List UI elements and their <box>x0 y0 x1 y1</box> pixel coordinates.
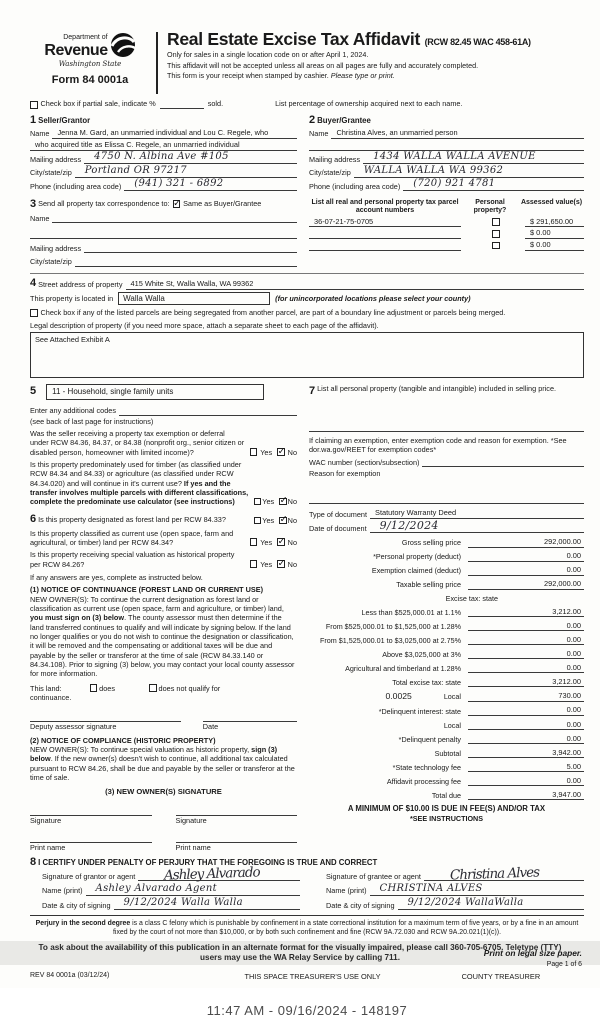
section-4-number: 4 <box>30 276 37 289</box>
ownership-note: List percentage of ownership acquired next to each name. <box>275 99 463 109</box>
local-rate-row <box>309 691 463 702</box>
form-header <box>30 30 584 94</box>
grantor-date-input[interactable]: 9/12/2024 Walla Walla <box>114 901 300 911</box>
grantee-name-input[interactable]: CHRISTINA ALVES <box>370 886 584 896</box>
q-no-checkbox[interactable] <box>277 560 285 568</box>
q-no-checkbox[interactable] <box>279 517 287 525</box>
seller-phone-input[interactable]: (941) 321 - 6892 <box>124 182 297 192</box>
does-checkbox[interactable] <box>90 684 98 692</box>
buyer-csz-input[interactable]: WALLA WALLA WA 99362 <box>354 168 584 178</box>
buyer-name-label: Name <box>309 129 329 139</box>
q-yes-checkbox[interactable] <box>254 517 262 525</box>
section-5-number: 5 <box>30 384 37 397</box>
county-treasurer-label: COUNTY TREASURER <box>461 971 541 981</box>
personal-property-input[interactable] <box>309 422 584 432</box>
new-owner-signature-line-2[interactable] <box>176 806 298 816</box>
amount-value[interactable]: 3,942.00 <box>468 748 584 758</box>
wac-number-label: WAC number (section/subsection) <box>309 457 420 467</box>
corr-mailing-input[interactable] <box>84 244 297 254</box>
amount-value[interactable]: 0.00 <box>468 565 584 575</box>
partial-sale-row <box>30 99 584 109</box>
q-no-checkbox[interactable] <box>277 538 285 546</box>
amount-label: Exemption claimed (deduct) <box>371 566 461 576</box>
historical-property-question: Is this property receiving special valuation as historical property per RCW 84.26? <box>30 550 235 569</box>
rev-form-number: REV 84 0001a (03/12/24) <box>30 971 110 979</box>
seller-name-input[interactable]: Jenna M. Gard, an unmarried individual and Lou C. Regele, who <box>52 129 297 139</box>
seller-name-input-2[interactable]: who acquired title as Elissa C. Regele, an unmarried individual <box>30 141 297 151</box>
amount-label: Total due <box>431 791 461 801</box>
does-not-checkbox[interactable] <box>149 684 157 692</box>
timber-agriculture-question: Is this property predominately used for timber (as classified under RCW 84.34 and 84.33) or agriculture (as classified under RCW 84.34.020) and will continue in it's current use? If yes and the transfer involves multiple parcels with different classifications, complete the predominate use calculator (see instructions) <box>30 459 249 507</box>
dor-swoosh-icon <box>110 32 136 60</box>
grantee-signature-line[interactable]: Christina Alves <box>424 872 584 882</box>
parcel-row <box>309 241 584 250</box>
reason-exemption-label: Reason for exemption <box>309 469 381 479</box>
grantor-sig-label: Signature of grantor or agent <box>42 871 136 881</box>
see-instructions-note: *SEE INSTRUCTIONS <box>409 813 484 823</box>
personal-property-checkbox-1[interactable] <box>492 218 500 226</box>
revenue-label: Revenue <box>44 42 108 60</box>
amount-value[interactable]: 292,000.00 <box>468 537 584 547</box>
signature-label: Signature <box>175 815 207 825</box>
treasurer-use-label: THIS SPACE TREASURER'S USE ONLY <box>244 971 381 981</box>
buyer-phone-label: Phone (including area code) <box>309 181 401 191</box>
located-in-label: This property is located in <box>30 294 114 304</box>
segregated-checkbox[interactable] <box>30 309 38 317</box>
amount-value[interactable]: 0.00 <box>468 734 584 744</box>
print-name-label: Print name <box>30 843 66 853</box>
new-owner-print-line-2[interactable] <box>176 833 298 843</box>
new-owner-signature-title: (3) NEW OWNER(S) SIGNATURE <box>105 787 222 797</box>
county-select[interactable]: Walla Walla <box>118 292 270 305</box>
additional-codes-input[interactable] <box>119 406 297 416</box>
street-address-input[interactable]: 415 White St, Walla Walla, WA 99362 <box>126 280 585 290</box>
segregated-label: Check box if any of the listed parcels are being segregated from another parcel, are part of a boundary line adjustment or parcels being merged. <box>40 308 506 318</box>
parcel-table <box>309 197 584 267</box>
rcw-reference: (RCW 82.45 WAC 458-61A) <box>424 37 531 47</box>
unincorporated-note: (for unincorporated locations please select your county) <box>275 294 471 304</box>
notice-continuance-title: (1) NOTICE OF CONTINUANCE (FOREST LAND OR CURRENT USE) <box>30 585 264 595</box>
parcel-number-input-1[interactable]: 36-07-21-75-0705 <box>309 218 461 227</box>
corr-mailing-label: Mailing address <box>30 243 82 253</box>
amount-label: Subtotal <box>434 748 461 758</box>
grantor-name-input[interactable]: Ashley Alvarado Agent <box>86 886 300 896</box>
washington-state-label: Washington State <box>58 60 122 69</box>
q-yes-checkbox[interactable] <box>254 498 262 506</box>
exemption-deferral-answer: Yes ✓ No <box>245 448 297 457</box>
partial-sale-label: Check box if partial sale, indicate % <box>40 99 156 109</box>
parcel-number-input-3[interactable] <box>309 242 461 251</box>
seller-name-label: Name <box>30 129 50 139</box>
dept-of-label: Department of <box>63 34 108 42</box>
parcel-numbers-header: List all real and personal property tax parcel account numbers <box>311 199 459 215</box>
amount-value[interactable]: 3,212.00 <box>468 607 584 617</box>
section-2-title: Buyer/Grantee <box>317 115 371 125</box>
if-yes-note: If any answers are yes, complete as instructed below. <box>30 572 203 582</box>
legal-description-label: Legal description of property (if you need more space, attach a separate sheet to each page of the affidavit). <box>30 320 379 330</box>
legal-description-box[interactable]: See Attached Exhibit A <box>30 332 584 378</box>
amount-value[interactable]: 3,947.00 <box>468 790 584 800</box>
section-2-buyer <box>309 113 584 192</box>
amount-label: Above $3,025,000 at 3% <box>382 649 461 659</box>
current-use-question: Is this property classified as current use (open space, farm and agricultural, or timber) land per RCW 84.34? <box>30 528 234 547</box>
sold-label: sold. <box>207 99 224 109</box>
amount-value[interactable]: 0.00 <box>468 776 584 786</box>
grantor-signature-line[interactable]: Ashley Alvarado <box>138 872 300 882</box>
assessed-value-header: Assessed value(s) <box>520 199 583 207</box>
continuance-label: continuance. <box>30 692 72 702</box>
reason-exemption-input[interactable] <box>309 494 584 504</box>
assessed-value-input-3[interactable]: $ 0.00 <box>525 242 584 251</box>
amount-label: Total excise tax: state <box>392 678 461 688</box>
header-note-1: Only for sales in a single location code on or after April 1, 2024. <box>167 49 369 59</box>
dor-logo <box>30 30 150 94</box>
amount-value[interactable]: 0.00 <box>468 649 584 659</box>
section-3-number: 3 <box>30 198 37 211</box>
corr-name-input[interactable] <box>52 214 297 224</box>
partial-sale-checkbox[interactable] <box>30 101 38 109</box>
corr-csz-label: City/state/zip <box>30 257 72 267</box>
q-no-checkbox[interactable] <box>277 448 285 456</box>
q-yes-checkbox[interactable] <box>250 538 258 546</box>
doc-type-label: Type of document <box>309 509 368 519</box>
amount-label: *Personal property (deduct) <box>373 552 461 562</box>
section-7-number: 7 <box>309 384 316 397</box>
amount-label: Affidavit processing fee <box>386 777 461 787</box>
buyer-mailing-input[interactable]: 1434 WALLA WALLA AVENUE <box>363 155 584 165</box>
amount-value[interactable]: 0.00 <box>468 551 584 561</box>
alt-format-note: To ask about the availability of this publication in an alternate format for the visually impaired, please call 360-705-6705. Teletype (TTY) users may use the WA Relay Service by calling 711. <box>0 941 600 965</box>
personal-property-checkbox-3[interactable] <box>492 242 500 250</box>
seller-csz-label: City/state/zip <box>30 168 72 178</box>
deputy-date-label: Date <box>202 722 219 732</box>
print-legal-note: Print on legal size paper. <box>483 948 582 959</box>
signature-label: Signature <box>30 815 62 825</box>
amount-label: *Delinquent interest: state <box>378 706 461 716</box>
parcel-row <box>309 218 584 227</box>
new-owner-print-line-1[interactable] <box>30 833 152 843</box>
doc-date-label: Date of document <box>309 524 367 534</box>
amount-value[interactable]: 0.00 <box>468 635 584 645</box>
footer-divider <box>30 915 584 916</box>
minimum-due-note: A MINIMUM OF $10.00 IS DUE IN FEE(S) AND/OR TAX <box>347 803 546 813</box>
corr-name-label: Name <box>30 213 50 223</box>
deputy-assessor-signature-line[interactable] <box>30 712 181 722</box>
buyer-name-input-2[interactable] <box>309 141 584 151</box>
amount-label: Gross selling price <box>401 538 461 548</box>
new-owner-signature-line-1[interactable] <box>30 806 152 816</box>
grantee-date-input[interactable]: 9/12/2024 WallaWalla <box>398 901 584 911</box>
same-as-buyer-checkbox[interactable] <box>173 200 181 208</box>
q-no-checkbox[interactable] <box>279 498 287 506</box>
amount-label: Local <box>443 691 461 701</box>
header-note-3: This form is your receipt when stamped by cashier. Please type or print. <box>167 71 395 81</box>
amount-label: Less than $525,000.01 at 1.1% <box>361 607 461 617</box>
grantee-sig-label: Signature of grantee or agent <box>326 871 421 881</box>
amount-label: *State technology fee <box>392 762 461 772</box>
form-number: Form 84 0001a <box>51 74 129 87</box>
footer-row <box>30 972 584 981</box>
corr-csz-input[interactable] <box>75 257 297 267</box>
print-name-label: Print name <box>175 843 211 853</box>
grantee-name-label: Name (print) <box>326 886 367 896</box>
seller-csz-input[interactable]: Portland OR 97217 <box>75 168 297 178</box>
grantor-date-label: Date & city of signing <box>42 900 111 910</box>
personal-property-checkbox-2[interactable] <box>492 230 500 238</box>
section-1-title: Seller/Grantor <box>38 115 91 125</box>
amount-label: From $525,000.01 to $1,525,000 at 1.28% <box>325 621 461 631</box>
section-8-signatures <box>30 864 584 911</box>
additional-codes-label: Enter any additional codes <box>30 406 116 416</box>
seller-phone-label: Phone (including area code) <box>30 181 122 191</box>
seller-mailing-input[interactable]: 4750 N. Albina Ave #105 <box>84 155 297 165</box>
land-qualify-row: This land: does does not qualify for <box>30 683 221 693</box>
seller-mailing-label: Mailing address <box>30 154 82 164</box>
end-notes <box>484 948 582 970</box>
amount-label: From $1,525,000.01 to $3,025,000 at 2.75% <box>319 635 461 645</box>
personal-property-intro: List all personal property (tangible and intangible) included in selling price. <box>317 383 557 393</box>
exemption-note: If claiming an exemption, enter exemption code and reason for exemption. *See dor.wa.gov/REET for exemption codes* <box>309 435 567 455</box>
q-yes-checkbox[interactable] <box>250 560 258 568</box>
deputy-date-line[interactable] <box>203 712 297 722</box>
deputy-assessor-label: Deputy assessor signature <box>30 722 117 732</box>
buyer-mailing-label: Mailing address <box>309 154 361 164</box>
left-column: 5 11 - Household, single family units Enter any additional codes (see back of last page for instructions) Was the seller receiving a property tax exemption or deferral under RCW 84.36, 84.37, or 84.38 (nonprofit org., senior citizen or disabled person, homeowner with limited income)? Yes ✓ No Is this property predominately used for timber (as classified under RCW 84.34 and 84.33) or agriculture (as classified under RCW 84.34.020) and will continue in it's current use? If yes and the transfer involves multiple parcels with different classifications, complete the predominate use calculator (see instructions) Yes ✓ No 6 Is this property designated as forest land per RCW 84.33? Yes ✓ No Is this property classified as current use (open space, farm and agricultural, or timber) land per RCW 84.34? Yes ✓ No Is this property receiving special valuation as historical property per RCW 84.26? Yes ✓ No If any answers are yes, complete as instructed below. (1) NOTICE OF CONTINUANCE (FOREST LAND OR CURRENT USE) NEW OWNER(S): To continue the current designation as forest land or classification as current use (open space, farm and agriculture, or timber) land, you must sign on (3) below. The county assessor must then determine if the land transferred continues to qualify and will indicate by signing below. If the land no longer qualifies or you do not wish to continue the designation or classification, it will be removed and the compensating or additional taxes will be due and payable by the seller or transferor at the time of sale (RCW 84.33.140 or 84.34.108). Prior to signing (3) below, you may contact your local county assessor for more information. This land: does does not qualify for continuance. Deputy assessor signature Date (2) NOTICE OF COMPLIANCE (HISTORIC PROPERTY) NEW OWNER(S): To continue special valuation as historic property, sign (3) below. If the new owner(s) doesn't wish to continue, all additional tax calculated pursuant to RCW 84.26, shall be due and payable by the seller or transferor at the time of sale. (3) NEW OWNER(S) SIGNATURE Signature Signature Print name Print name <box>30 384 297 853</box>
treasurer-stamp: 11:47 AM - 09/16/2024 - 148197 <box>206 1003 408 1019</box>
amount-value[interactable]: 3,212.00 <box>468 677 584 687</box>
section-8-header: 8 I CERTIFY UNDER PENALTY OF PERJURY THAT THE FOREGOING IS TRUE AND CORRECT <box>30 855 378 868</box>
notice-compliance-text: NEW OWNER(S): To continue special valuation as historic property, sign (3) below. If the new owner(s) doesn't wish to continue, all additional tax calculated pursuant to RCW 84.26, shall be due and payable by the seller or transferor at the time of sale. <box>30 744 295 782</box>
parcel-row <box>309 230 584 239</box>
right-column <box>309 384 584 853</box>
amount-label: Agricultural and timberland at 1.28% <box>345 664 461 674</box>
section-1-number: 1 <box>30 113 37 126</box>
exemption-deferral-question: Was the seller receiving a property tax exemption or deferral under RCW 84.36, 84.37, or 84.38 (nonprofit org., senior citizen or disabled person, homeowner with limited income)? <box>30 428 245 457</box>
wac-number-input[interactable] <box>422 458 584 468</box>
forest-land-question: 6 Is this property designated as forest land per RCW 84.33? <box>30 512 226 525</box>
header-divider <box>156 32 158 94</box>
notice-continuance-text: NEW OWNER(S): To continue the current designation as forest land or classification as current use (open space, farm and agriculture, or timber) land, you must sign on (3) below. The county assessor must then determine if the land transferred continues to qualify and will indicate by signing below. If the land no longer qualifies or you do not wish to continue the designation or classification, it will be removed and the compensating or additional taxes will be due and payable by the seller or transferor at the time of sale (RCW 84.33.140 or 84.34.108). Prior to signing (3) below, you may contact your local county assessor for more information. <box>30 594 295 679</box>
buyer-csz-label: City/state/zip <box>309 168 351 178</box>
street-address-label: Street address of property <box>38 280 123 290</box>
corr-name-input-2[interactable] <box>30 229 297 239</box>
this-land-label: This land: <box>30 683 62 693</box>
same-as-buyer-label: Same as Buyer/Grantee <box>183 199 262 209</box>
personal-property-header: Personal property? <box>473 199 507 215</box>
amount-value[interactable]: 0.00 <box>468 621 584 631</box>
page-number: Page 1 of 6 <box>546 961 582 969</box>
land-use-code-select[interactable]: 11 - Household, single family units <box>46 384 264 400</box>
notice-compliance-title: (2) NOTICE OF COMPLIANCE (HISTORIC PROPERTY) <box>30 735 216 745</box>
section-2-number: 2 <box>309 113 316 126</box>
section-1-seller <box>30 113 297 192</box>
assessed-value-input-1[interactable]: $ 291,650.00 <box>525 218 584 227</box>
buyer-phone-input[interactable]: (720) 921 4781 <box>403 182 584 192</box>
amount-value[interactable]: 0.00 <box>468 663 584 673</box>
local-rate: 0.0025 <box>385 690 412 701</box>
section-divider <box>30 273 584 274</box>
q-yes-checkbox[interactable] <box>250 448 258 456</box>
grantee-date-label: Date & city of signing <box>326 900 395 910</box>
doc-type-input[interactable]: Statutory Warranty Deed <box>370 509 584 519</box>
section-3-correspondence <box>30 197 297 267</box>
perjury-note: Perjury in the second degree is a class C felony which is punishable by confinement in a state correctional institution for a maximum term of five years, or by a fine in an amount fixed by the court of not more than $10,000, or by both such confinement and fine (RCW 9A.72.030 and RCW 9A.20.021(1)(c)). <box>35 920 579 936</box>
section-4-property <box>30 276 584 378</box>
partial-percent-input[interactable] <box>160 99 204 109</box>
parcel-number-input-2[interactable] <box>309 230 461 239</box>
section-3-title: Send all property tax correspondence to: <box>38 199 170 209</box>
amount-label: Local <box>443 720 461 730</box>
doc-date-input[interactable]: 9/12/2024 <box>370 524 584 534</box>
grantor-name-label: Name (print) <box>42 886 83 896</box>
amount-value[interactable]: 0.00 <box>468 720 584 730</box>
assessed-value-input-2[interactable]: $ 0.00 <box>525 230 584 239</box>
amount-value[interactable]: 0.00 <box>468 705 584 715</box>
excise-tax-state-header: Excise tax: state <box>445 593 498 603</box>
timber-agriculture-answer: Yes ✓ No <box>249 497 297 506</box>
amount-value[interactable]: 292,000.00 <box>468 579 584 589</box>
amount-value[interactable]: 730.00 <box>468 691 584 701</box>
codes-note: (see back of last page for instructions) <box>30 416 154 426</box>
amount-label: *Delinquent penalty <box>398 734 461 744</box>
buyer-name-input[interactable]: Christina Alves, an unmarried person <box>331 129 584 139</box>
amount-value[interactable]: 5.00 <box>468 762 584 772</box>
amount-label: Taxable selling price <box>396 580 461 590</box>
form-title: Real Estate Excise Tax Affidavit (RCW 82.45 WAC 458-61A) <box>167 29 531 49</box>
header-note-2: This affidavit will not be accepted unless all areas on all pages are fully and accurately completed. <box>167 60 479 70</box>
